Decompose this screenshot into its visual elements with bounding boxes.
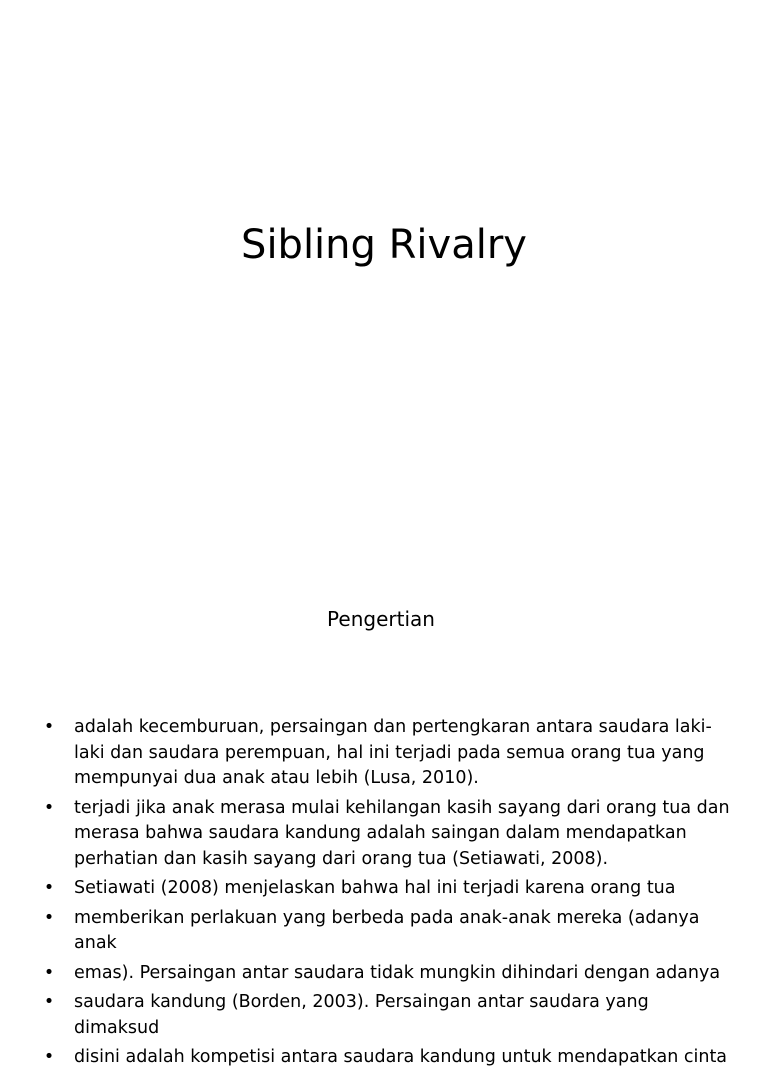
bullet-text: saudara kandung (Borden, 2003). Persaingan antar saudara yang dimaksud bbox=[74, 992, 649, 1038]
bullet-item bbox=[42, 715, 732, 792]
bullet-item bbox=[42, 876, 732, 902]
bullet-text: Setiawati (2008) menjelaskan bahwa hal ini terjadi karena orang tua bbox=[74, 878, 676, 898]
bullet-text: memberikan perlakuan yang berbeda pada anak-anak mereka (adanya anak bbox=[74, 907, 700, 953]
bullet-item bbox=[42, 990, 732, 1041]
bullet-icon: • bbox=[43, 907, 55, 928]
slide-title: Sibling Rivalry bbox=[241, 222, 527, 268]
bullet-item bbox=[42, 796, 732, 873]
bullet-item bbox=[42, 906, 732, 957]
bullet-icon: • bbox=[43, 962, 55, 983]
slide-subtitle: Pengertian bbox=[327, 607, 435, 631]
bullet-icon: • bbox=[43, 878, 55, 898]
bullet-text: disini adalah kompetisi antara saudara kandung untuk mendapatkan cinta bbox=[74, 1047, 728, 1067]
bullet-text: terjadi jika anak merasa mulai kehilangan kasih sayang dari orang tua dan merasa bahwa saudara kandung adalah saingan dalam mendapatkan perhatian dan kasih sayang dari orang tua (Setiawati, 2008). bbox=[74, 797, 730, 869]
bullet-icon: • bbox=[43, 1047, 55, 1067]
bullet-list bbox=[42, 715, 732, 1075]
bullet-item bbox=[42, 961, 732, 987]
bullet-item bbox=[42, 1045, 732, 1071]
bullet-icon: • bbox=[43, 797, 55, 818]
bullet-text: adalah kecemburuan, persaingan dan pertengkaran antara saudara laki-laki dan saudara perempuan, hal ini terjadi pada semua orang tua yang mempunyai dua anak atau lebih (Lusa, 2010). bbox=[74, 717, 712, 788]
bullet-icon: • bbox=[43, 992, 55, 1012]
bullet-icon: • bbox=[43, 717, 55, 737]
bullet-text: emas). Persaingan antar saudara tidak mungkin dihindari dengan adanya bbox=[74, 962, 721, 983]
